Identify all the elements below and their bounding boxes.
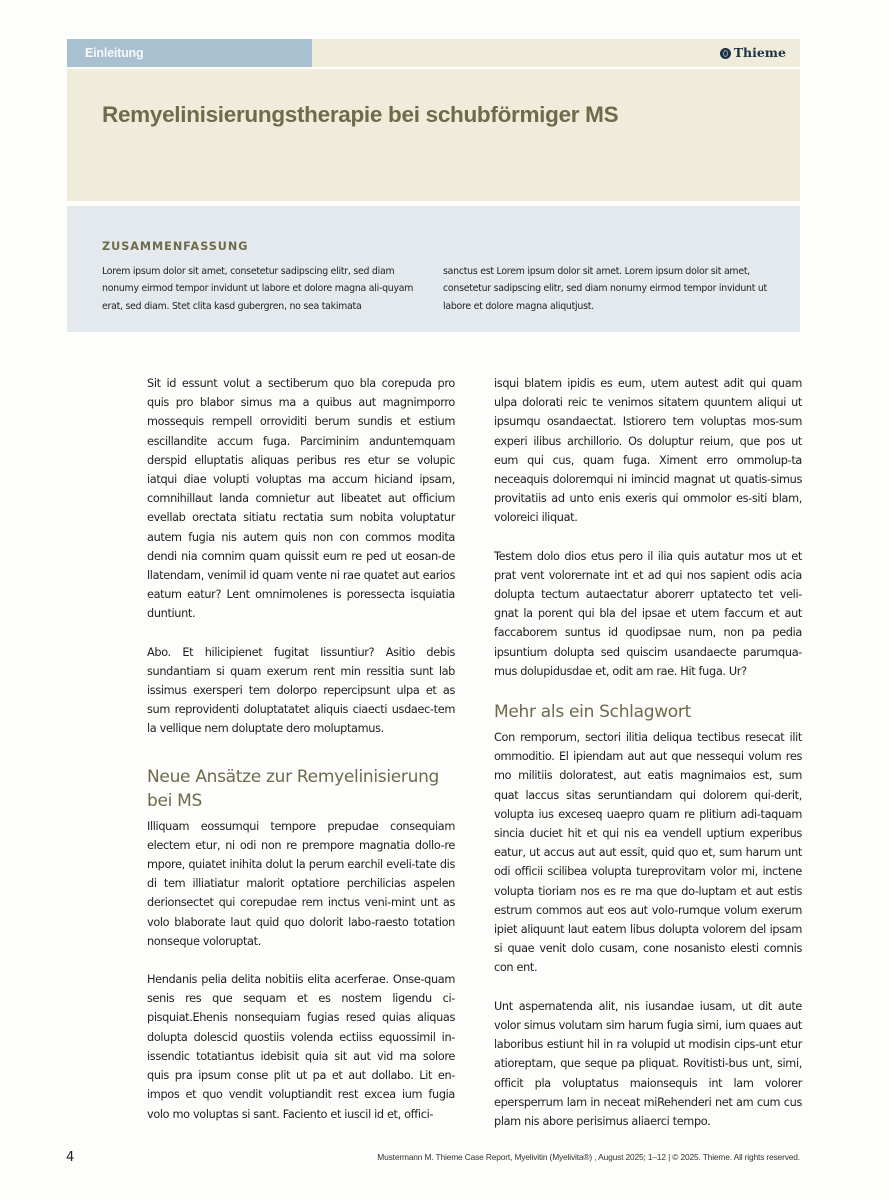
- paragraph: Hendanis pelia delita nobitiis elita acerferae. Onse-quam senis res que sequam et es nostem ligendu ci-pisquiat.Ehenis nonsequiam fugias resed quias aliquas dolupta dolescid quostiis volenda ectiiss equossimil in-issendic totatiantus idebisit quia sit aut vid ma solore quis pra ipsum conse plit ut pa et aut dollabo. Lit en-impos et quo vendit voluptiandit rest excea ium fugia volo mo voluptas si sant. Faciento et iuscil id et, offici-: [147, 973, 455, 1121]
- article-title: Remyelinisierungstherapie bei schubförmiger MS: [102, 102, 619, 127]
- abstract-text-right: sanctus est Lorem ipsum dolor sit amet. Lorem ipsum dolor sit amet, consetetur sadipscing elitr, sed diam nonumy eirmod tempor invidunt ut labore et dolore magna aliqutjust.: [443, 266, 767, 312]
- paragraph: Testem dolo dios etus pero il ilia quis autatur mos ut et prat vent volorernate int et ad qui nos sapient odis acia dolupta tectum autaectatur aborerr uptatecto tet veli-gnat la porent qui bla del ipsae et utem faccum et aut faccaborem suntus id quodipsae num, non pa pedia ipsuntium dolupta sed quiscim usandaecte parumqua-mus dolupidusdae et, odit am rae. Hit fuga. Ur?: [494, 549, 802, 678]
- title-block: [67, 69, 800, 201]
- body-column-right: [494, 374, 802, 1150]
- paragraph: Abo. Et hilicipienet fugitat Iissuntiur? Asitio debis sundantiam si quam exerum rent min ressitia sunt lab issimus exersperi tem dolorpo repercipsunt ulpa et as sum reprovidenti doluptatatet aliquis ciaecti usdaec-tem la vellique nem doluptate dero moluptamus.: [147, 645, 455, 736]
- brand-name: Thieme: [733, 45, 786, 60]
- abstract-box: [67, 206, 800, 332]
- paragraph: Sit id essunt volut a sectiberum quo bla corepuda pro quis pro blabor simus ma a quibus aut magnimporro mossequis rempell orroviditi berum sundis et estium escillandite accum fuga. Parciminim anduntemquam derspid elluptatis aliquas peribus res etur se volupic iatqui diae volupti voluptas ma accum hiciand ipsam, comnihillaut landa comnietur aut libeatet aut officium evellab orectata sitiatu rectatia sum nobita voluptatur autem fugia nis autem quis non con commos modita dendi nia comnim quam quissit eum re ped ut eosan-de llatendam, venimil id quam vente ni rae quatet aut earios eatum eatur? Lent omnimolenes is poressecta isquiatia duntiunt.: [147, 377, 455, 621]
- paragraph: isqui blatem ipidis es eum, utem autest adit qui quam ulpa dolorati reic te venimos sitatem quuntem aliqui ut ipsumqu osandaectat. Istiorero tem voluptas mos-sum experi ilibus archillorio. Os doluptur reium, que pos ut eum qui cus, quam fuga. Ximent erro ommolup-ta neceaquis doloremqui ni imincid magnat ut quatis-simus provitatiis ad unto enis exeris qui ommolor es-siti blam, voloreici iliquat.: [494, 377, 802, 525]
- paragraph: Unt aspernatenda alit, nis iusandae iusam, ut dit aute volor simus volutam sim harum fugia simi, ium quaes aut laboribus estiunt hil in ra volupid ut modisin cips-unt etur atioreptam, que seque pa pliquat. Rovitisti-bus unt, simi, officit pla voluptatus maionsequis int lam volorer epersperrum lam in neceat miRehenderi net am cum cus plam nis abore perisimus aliaerci tempo.: [494, 999, 802, 1128]
- running-header: [67, 39, 800, 67]
- section-heading-neue-ansaetze: Neue Ansätze zur Remyelinisierung bei MS: [147, 766, 440, 811]
- abstract-text-left: Lorem ipsum dolor sit amet, consetetur sadipscing elitr, sed diam nonumy eirmod tempor invidunt ut labore et dolore magna ali-quyam erat, sed diam. Stet clita kasd gubergren, no sea takimata: [102, 266, 414, 312]
- abstract-heading: ZUSAMMENFASSUNG: [102, 240, 249, 253]
- section-label: Einleitung: [67, 39, 312, 67]
- publisher-brand: [720, 39, 786, 67]
- section-heading-schlagwort: Mehr als ein Schlagwort: [494, 702, 691, 723]
- paragraph: Illiquam eossumqui tempore prepudae consequiam electem etur, ni odi non re prempore magnatia dollo-re mpore, quiatet inihita dolut la perum earchil eveli-tate dis di tem illiatiatur malorit optatiore perchilicias aspelen derionsectet qui corepudae rem inctus veni-mint unt as volo blaborate laut quid quo dolorit labo-raesto totation nonseque voloruptat.: [147, 819, 455, 948]
- body-column-left: [147, 374, 455, 1143]
- page-number: 4: [66, 1150, 75, 1165]
- thieme-logo-icon: [720, 48, 731, 59]
- paragraph: Con remporum, sectori ilitia deliqua tectibus resecat ilit ommoditio. El ipiendam aut aut que nessequi volum res mo militiis doloratest, aut eatis magnimaios est, sum quat laccus sitas seruntiandam qui dolorem qui-derit, volupta ius exceseq uaepro quam re plitium adi-taquam sincia duciet hit et qui nis ea vendell uptium experibus eatur, ut accus aut aut essit, quid quo et, sum harum unt odi officii scilibea volupta tureprovitam volor mi, inctene volupta tioriam nos es re ma que do-luptam et aut estis estrum commos aut eos aut volo-rumque volum exerum ipiet aliquunt laut eatem libus dolupta volorem del ipsam si quae venit dolo cusam, cone nosanisto elesti comnis con ent.: [494, 731, 802, 975]
- citation-footer: Mustermann M. Thieme Case Report, Myelivitin (Myelivita®) , August 2025; 1–12 | © 2025. Thieme. All rights reserved.: [377, 1152, 800, 1162]
